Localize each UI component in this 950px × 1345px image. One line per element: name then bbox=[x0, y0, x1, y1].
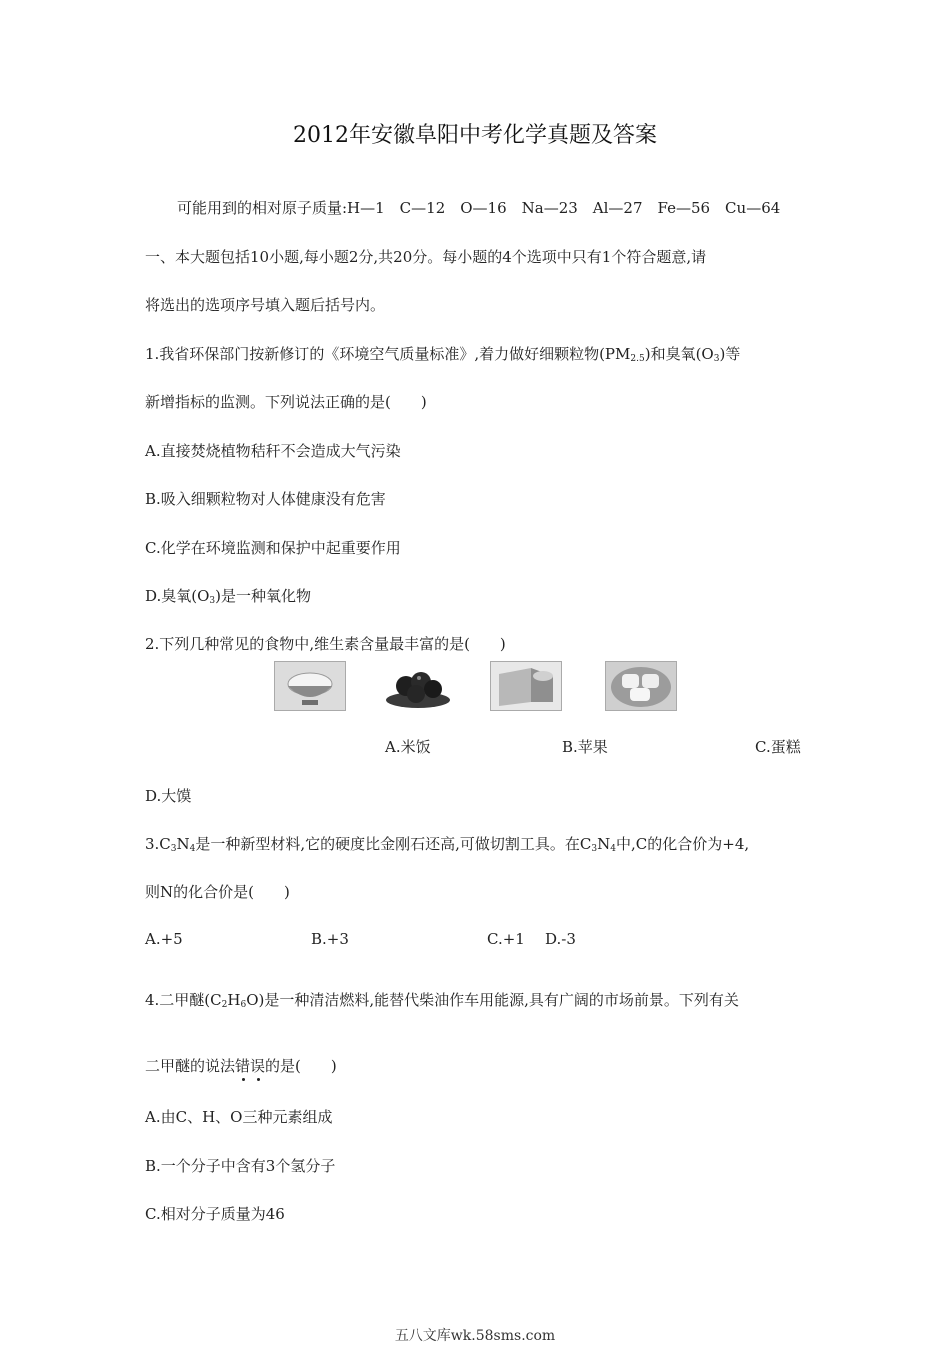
q3-stem-line2: 则N的化合价是( ) bbox=[145, 883, 290, 901]
q4-t-b: H bbox=[227, 991, 241, 1009]
section1-line1: 一、本大题包括10小题,每小题2分,共20分。每小题的4个选项中只有1个符合题意,请 bbox=[145, 248, 707, 266]
q4-sub-1: 2 bbox=[221, 1000, 228, 1010]
footer-watermark: 五八文库wk.58sms.com bbox=[394, 1328, 556, 1344]
q4-option-a: A.由C、H、O三种元素组成 bbox=[145, 1108, 333, 1126]
q3-option-c: C.+1 bbox=[487, 930, 525, 948]
q4-option-c: C.相对分子质量为46 bbox=[145, 1205, 285, 1223]
q1-option-b: B.吸入细颗粒物对人体健康没有危害 bbox=[145, 490, 386, 508]
q3-t-a: 3.C bbox=[145, 835, 171, 853]
apples-image bbox=[382, 661, 454, 711]
q3-t-c: 是一种新型材料,它的硬度比金刚石还高,可做切割工具。在C bbox=[195, 835, 592, 853]
cake-image bbox=[490, 661, 562, 711]
rice-bowl-image bbox=[274, 661, 346, 711]
q4-t-a: 4.二甲醚(C bbox=[145, 991, 222, 1009]
q2-option-d: D.大馍 bbox=[145, 787, 192, 805]
q3-t-d: N bbox=[597, 835, 611, 853]
q4-sub-2: 6 bbox=[240, 1000, 247, 1010]
q3-option-d: D.-3 bbox=[545, 930, 576, 948]
q1-text-a: 1.我省环保部门按新修订的《环境空气质量标准》,着力做好细颗粒物(PM bbox=[145, 345, 631, 363]
q3-t-b: N bbox=[176, 835, 190, 853]
q3-t-e: 中,C的化合价为+4, bbox=[616, 835, 750, 853]
q1-text-b: )和臭氧(O bbox=[644, 345, 714, 363]
q4-stem-line2 bbox=[145, 1055, 337, 1076]
q2-option-b: B.苹果 bbox=[562, 738, 608, 756]
q4-emphasis-1: 错 bbox=[235, 1057, 251, 1075]
q3-stem-line1 bbox=[145, 833, 749, 854]
atomic-masses: 可能用到的相对原子质量:H—1 C—12 O—16 Na—23 Al—27 Fe—56 Cu—64 bbox=[177, 199, 781, 217]
q3-sub-3: 3 bbox=[591, 844, 598, 854]
q1-option-d bbox=[145, 585, 311, 606]
q3-sub-2: 4 bbox=[189, 844, 196, 854]
q1-text-c: )等 bbox=[719, 345, 741, 363]
q1-option-c: C.化学在环境监测和保护中起重要作用 bbox=[145, 539, 401, 557]
q1-option-a: A.直接焚烧植物秸秆不会造成大气污染 bbox=[145, 442, 401, 460]
q1-opt-d-b: )是一种氧化物 bbox=[215, 587, 312, 605]
q3-option-b: B.+3 bbox=[311, 930, 349, 948]
q2-option-a: A.米饭 bbox=[385, 738, 431, 756]
q1-pm-sub: 2.5 bbox=[630, 354, 645, 364]
q2-stem: 2.下列几种常见的食物中,维生素含量最丰富的是( ) bbox=[145, 635, 506, 653]
q4-emphasis-2: 误 bbox=[250, 1057, 266, 1075]
q2-option-c: C.蛋糕 bbox=[755, 738, 801, 756]
page-title: 2012年安徽阜阳中考化学真题及答案 bbox=[293, 123, 657, 148]
q3-option-a: A.+5 bbox=[145, 930, 183, 948]
q1-opt-d-sub: 3 bbox=[209, 596, 216, 606]
q1-stem-line1 bbox=[145, 343, 740, 364]
q4-l2-b: 的是( ) bbox=[265, 1057, 337, 1075]
q4-option-b: B.一个分子中含有3个氢分子 bbox=[145, 1157, 336, 1175]
q4-t-c: O)是一种清洁燃料,能替代柴油作车用能源,具有广阔的市场前景。下列有关 bbox=[246, 991, 739, 1009]
q1-o3-sub: 3 bbox=[713, 354, 720, 364]
q1-opt-d-a: D.臭氧(O bbox=[145, 587, 210, 605]
q3-sub-1: 3 bbox=[170, 844, 177, 854]
q4-l2-a: 二甲醚的说法 bbox=[145, 1057, 236, 1075]
q3-sub-4: 4 bbox=[610, 844, 617, 854]
steamed-buns-image bbox=[605, 661, 677, 711]
section1-line2: 将选出的选项序号填入题后括号内。 bbox=[145, 296, 386, 314]
q4-stem-line1 bbox=[145, 989, 739, 1010]
q1-stem-line2: 新增指标的监测。下列说法正确的是( ) bbox=[145, 393, 427, 411]
